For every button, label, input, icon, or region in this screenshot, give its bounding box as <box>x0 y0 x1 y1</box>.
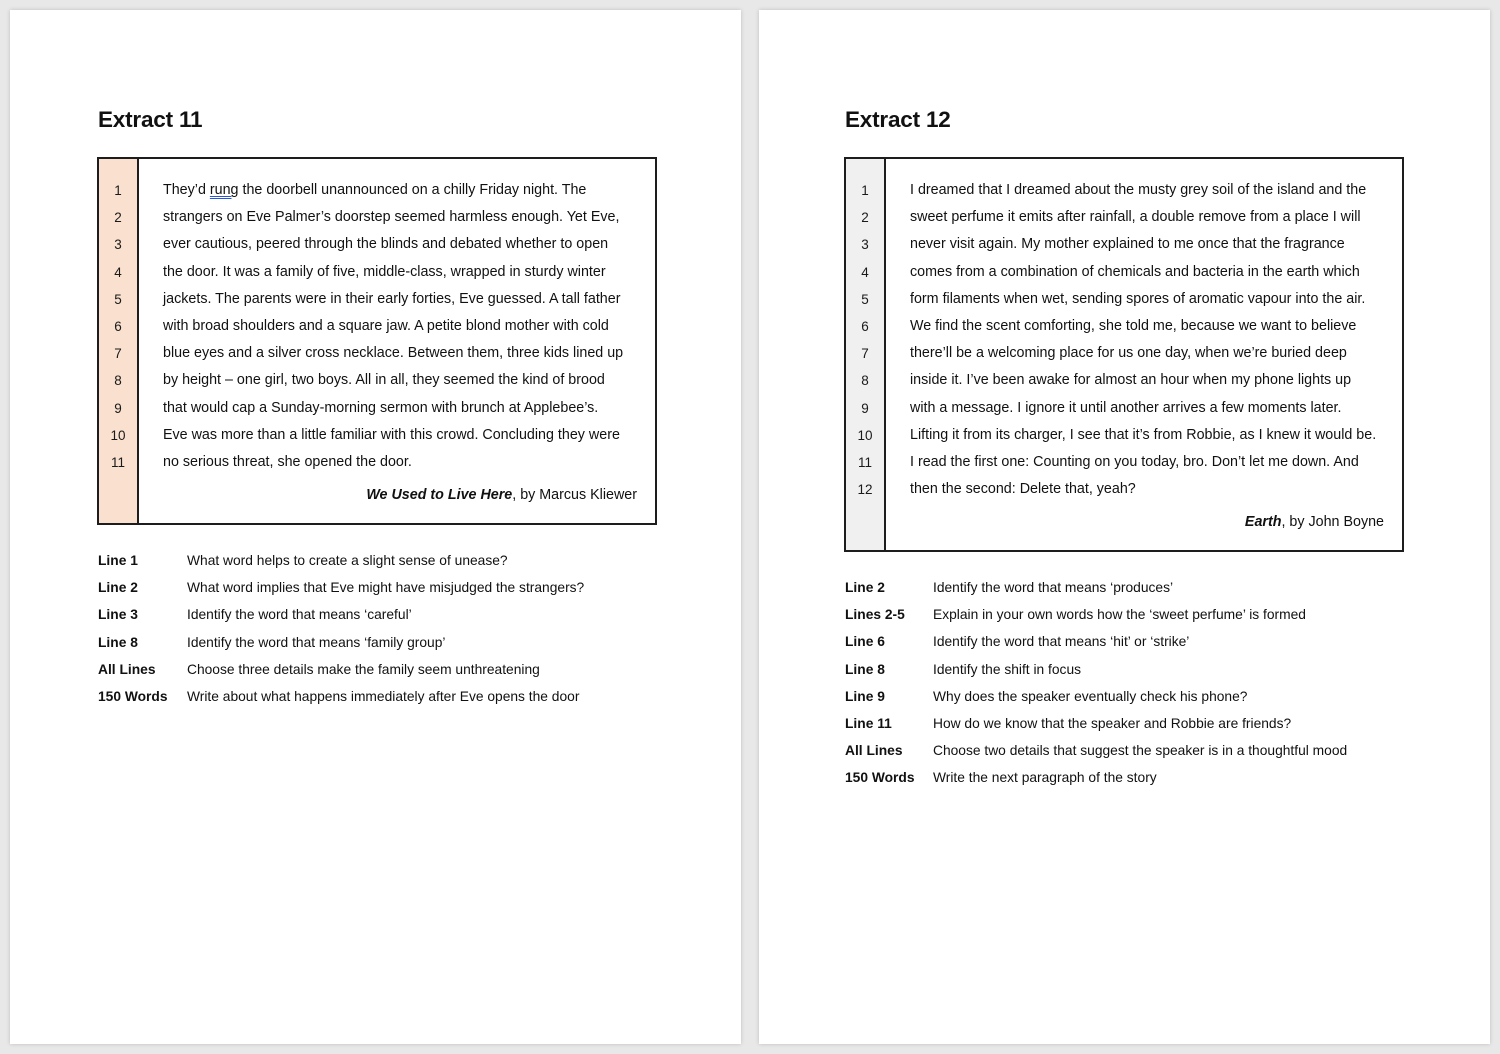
question-row <box>845 634 1347 661</box>
extract-line: no serious threat, she opened the door. <box>163 453 412 470</box>
attribution-title: We Used to Live Here <box>366 487 513 504</box>
line-number: 9 <box>114 400 122 416</box>
line-number: 3 <box>861 237 869 253</box>
question-label: Line 1 <box>98 553 138 568</box>
extract-line: blue eyes and a silver cross necklace. Between them, three kids lined up <box>163 345 624 362</box>
extract-line: the door. It was a family of five, middle-class, wrapped in sturdy winter <box>163 263 606 280</box>
question-label: Line 3 <box>98 607 138 623</box>
line-number: 10 <box>857 427 873 443</box>
extract-line: never visit again. My mother explained to me once that the fragrance <box>910 236 1345 253</box>
extract-line: Lifting it from its charger, I see that it’s from Robbie, as I knew it would be. <box>910 426 1377 443</box>
extract-line: then the second: Delete that, yeah? <box>910 481 1136 498</box>
question-text: Write the next paragraph of the story <box>933 770 1157 786</box>
question-row <box>98 607 584 634</box>
question-row <box>845 662 1347 689</box>
question-text: What word implies that Eve might have misjudged the strangers? <box>187 580 585 596</box>
line-number: 1 <box>114 183 122 198</box>
question-list <box>845 580 1347 798</box>
question-text: Why does the speaker eventually check his phone? <box>933 688 1248 704</box>
question-label: 150 Words <box>98 688 168 704</box>
line-number: 7 <box>861 346 869 362</box>
extract-text <box>139 159 655 523</box>
line-number-column <box>846 159 886 550</box>
extract-line: with broad shoulders and a square jaw. A petite blond mother with cold <box>163 317 609 334</box>
line-number: 9 <box>861 400 869 416</box>
question-text: Identify the shift in focus <box>933 661 1082 677</box>
extract-text <box>886 159 1402 550</box>
extract-line: with a message. I ignore it until another arrives a few moments later. <box>910 399 1342 416</box>
question-label: Line 8 <box>845 661 885 677</box>
line-number: 6 <box>861 318 869 334</box>
extract-line: I dreamed that I dreamed about the musty grey soil of the island and the <box>910 182 1367 198</box>
extract-line: strangers on Eve Palmer’s doorstep seemed harmless enough. Yet Eve, <box>163 209 620 226</box>
line-number: 10 <box>110 427 126 443</box>
line-number: 5 <box>861 291 869 307</box>
line-number: 8 <box>861 373 869 389</box>
attribution-author: , by John Boyne <box>1281 514 1384 531</box>
question-text: What word helps to create a slight sense of unease? <box>187 553 508 568</box>
extract-line: comes from a combination of chemicals and bacteria in the earth which <box>910 263 1360 280</box>
extract-line: Eve was more than a little familiar with this crowd. Concluding they were <box>163 426 620 443</box>
question-text: How do we know that the speaker and Robbie are friends? <box>933 715 1292 731</box>
question-label: Line 2 <box>845 580 885 595</box>
extract-box <box>844 157 1404 552</box>
question-list <box>98 553 584 716</box>
question-row <box>845 743 1347 770</box>
question-text: Explain in your own words how the ‘sweet perfume’ is formed <box>933 607 1306 623</box>
page-left <box>10 10 741 1044</box>
question-label: 150 Words <box>845 770 915 786</box>
question-text: Identify the word that means ‘careful’ <box>187 607 412 623</box>
extract-line: inside it. I’ve been awake for almost an hour when my phone lights up <box>910 372 1352 389</box>
question-row <box>845 716 1347 743</box>
question-row <box>98 553 584 580</box>
line-number: 3 <box>114 237 122 253</box>
line-number: 7 <box>114 346 122 362</box>
line-number: 4 <box>861 264 869 280</box>
line-number: 4 <box>114 264 122 280</box>
extract-line: there’ll be a welcoming place for us one day, when we’re buried deep <box>910 345 1347 362</box>
extract-line <box>163 177 639 204</box>
extract-line-suffix: the doorbell unannounced on a chilly Friday night. The <box>238 182 587 198</box>
page-right-content <box>759 10 1490 1044</box>
extract-box <box>97 157 657 525</box>
attribution-author: , by Marcus Kliewer <box>512 487 637 504</box>
question-label: Line 11 <box>845 715 892 731</box>
line-number-column <box>99 159 139 523</box>
extract-attribution <box>910 514 1386 530</box>
question-row <box>845 689 1347 716</box>
question-row <box>98 635 584 662</box>
question-label: All Lines <box>98 661 156 677</box>
line-number: 11 <box>110 454 125 470</box>
question-row <box>845 607 1347 634</box>
extract-line: ever cautious, peered through the blinds and debated whether to open <box>163 236 609 253</box>
question-label: Line 9 <box>845 688 885 704</box>
page-title: Extract 12 <box>845 107 951 132</box>
question-row <box>98 689 584 716</box>
question-label: Line 8 <box>98 634 138 650</box>
extract-line: by height – one girl, two boys. All in all, they seemed the kind of brood <box>163 372 605 389</box>
question-label: Line 6 <box>845 634 885 650</box>
question-label: Lines 2-5 <box>845 607 905 623</box>
question-text: Choose three details make the family seem unthreatening <box>187 661 540 677</box>
question-text: Identify the word that means ‘hit’ or ‘strike’ <box>933 634 1190 650</box>
extract-line: I read the first one: Counting on you today, bro. Don’t let me down. And <box>910 453 1359 470</box>
question-text: Choose two details that suggest the speaker is in a thoughtful mood <box>933 743 1348 759</box>
extract-line: jackets. The parents were in their early forties, Eve guessed. A tall father <box>163 290 621 307</box>
question-text: Write about what happens immediately after Eve opens the door <box>187 688 580 704</box>
line-number: 5 <box>114 291 122 307</box>
line-number: 8 <box>114 373 122 389</box>
extract-attribution <box>163 487 639 503</box>
extract-line: that would cap a Sunday-morning sermon with brunch at Applebee’s. <box>163 399 599 416</box>
spellcheck-flagged-word[interactable]: rung <box>209 182 239 198</box>
question-row <box>98 580 584 607</box>
question-text: Identify the word that means ‘produces’ <box>933 580 1174 595</box>
extract-line-prefix: They’d <box>163 182 210 198</box>
question-label: Line 2 <box>98 580 138 596</box>
extract-line: We find the scent comforting, she told me, because we want to believe <box>910 317 1357 334</box>
question-row <box>845 770 1347 797</box>
page-right <box>759 10 1490 1044</box>
line-number: 12 <box>857 482 873 498</box>
page-title: Extract 11 <box>98 107 203 132</box>
line-number: 11 <box>857 454 872 470</box>
question-text: Identify the word that means ‘family group’ <box>187 634 446 650</box>
question-row <box>845 580 1347 607</box>
question-row <box>98 662 584 689</box>
line-number: 2 <box>114 210 122 226</box>
line-number: 6 <box>114 318 122 334</box>
line-number: 2 <box>861 210 869 226</box>
extract-line: sweet perfume it emits after rainfall, a double remove from a place I will <box>910 209 1361 226</box>
line-number: 1 <box>861 183 869 198</box>
page-left-content <box>10 10 741 1044</box>
attribution-title: Earth <box>1244 514 1282 531</box>
question-label: All Lines <box>845 743 903 759</box>
extract-line: form filaments when wet, sending spores of aromatic vapour into the air. <box>910 290 1366 307</box>
